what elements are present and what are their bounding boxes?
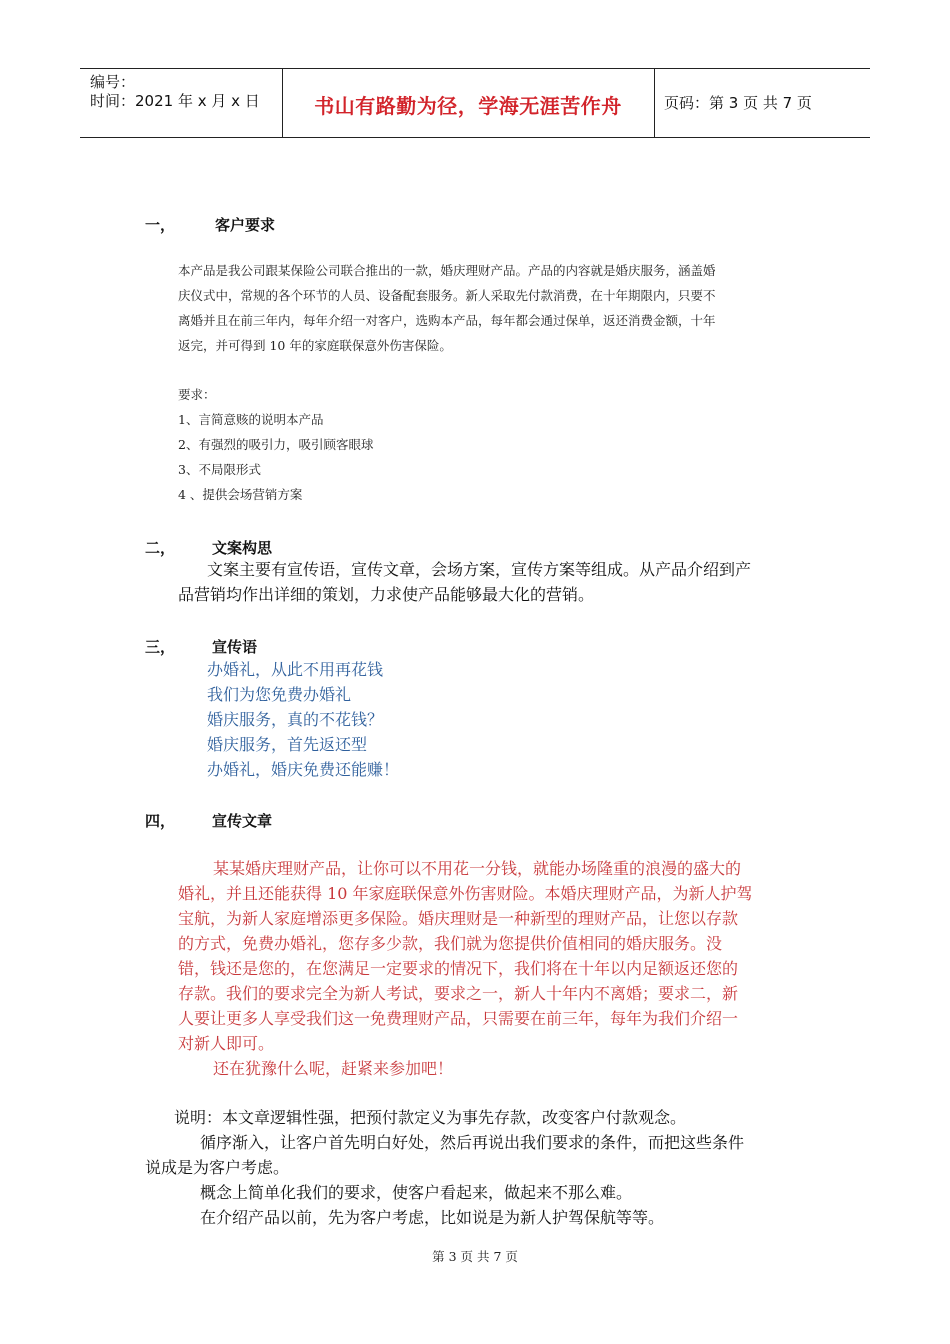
section-1-intro — [178, 258, 716, 358]
article-line: 的方式，免费办婚礼，您存多少款，我们就为您提供价值相同的婚庆服务。没 — [178, 934, 723, 953]
requirement-item: 2、有强烈的吸引力，吸引顾客眼球 — [178, 437, 374, 452]
article-line: 某某婚庆理财产品，让你可以不用花一分钱，就能办场隆重的浪漫的盛大的 — [213, 859, 742, 878]
section-3-title: 宣传语 — [212, 638, 258, 656]
document-date-label: 时间：2021 年 x 月 x 日 — [90, 92, 260, 110]
body-line: 品营销均作出详细的策划，力求使产品能够最大化的营销。 — [178, 585, 595, 604]
section-2-title: 文案构思 — [212, 539, 273, 557]
intro-line: 返完，并可得到 10 年的家庭联保意外伤害保险。 — [178, 338, 452, 353]
section-2-number: 二， — [145, 539, 176, 557]
promo-article — [178, 856, 753, 1081]
section-2-body — [178, 557, 751, 607]
explanation-notes — [145, 1105, 744, 1230]
slogan-item: 婚庆服务，真的不花钱？ — [207, 710, 384, 729]
note-line: 说成是为客户考虑。 — [145, 1158, 290, 1177]
article-closing: 还在犹豫什么呢，赶紧来参加吧！ — [213, 1059, 454, 1078]
requirement-item: 1、言简意赅的说明本产品 — [178, 412, 324, 427]
article-line: 错，钱还是您的，在您满足一定要求的情况下，我们将在十年以内足额返还您的 — [178, 959, 739, 978]
body-line: 文案主要有宣传语，宣传文章，会场方案，宣传方案等组成。从产品介绍到产 — [207, 560, 752, 579]
section-4-title: 宣传文章 — [212, 812, 273, 830]
article-line: 对新人即可。 — [178, 1034, 275, 1053]
requirements-label: 要求： — [178, 387, 216, 402]
slogan-list — [207, 657, 399, 782]
slogan-item: 婚庆服务，首先返还型 — [207, 735, 368, 754]
intro-line: 庆仪式中，常规的各个环节的人员、设备配套服务。新人采取先付款消费，在十年期限内，只要不 — [178, 288, 716, 303]
page-footer: 第 3 页 共 7 页 — [432, 1249, 518, 1264]
page-header — [80, 68, 870, 138]
slogan-item: 我们为您免费办婚礼 — [207, 685, 352, 704]
note-line: 循序渐入，让客户首先明白好处，然后再说出我们要求的条件，而把这些条件 — [200, 1133, 745, 1152]
section-1-title: 客户要求 — [215, 216, 276, 234]
slogan-item: 办婚礼，从此不用再花钱 — [207, 660, 384, 679]
header-page-number: 页码：第 3 页 共 7 页 — [664, 94, 812, 112]
header-meta — [90, 73, 260, 111]
section-1-number: 一， — [145, 216, 176, 234]
section-3-number: 三， — [145, 638, 176, 656]
header-divider — [654, 69, 655, 137]
note-line: 概念上简单化我们的要求，使客户看起来，做起来不那么难。 — [200, 1183, 633, 1202]
header-motto: 书山有路勤为径，学海无涯苦作舟 — [314, 94, 622, 118]
note-line: 在介绍产品以前，先为客户考虑，比如说是为新人护驾保航等等。 — [200, 1208, 665, 1227]
section-1-requirements — [178, 382, 373, 507]
section-4-number: 四， — [145, 812, 176, 830]
article-line: 宝航，为新人家庭增添更多保险。婚庆理财是一种新型的理财产品，让您以存款 — [178, 909, 739, 928]
requirement-item: 3、不局限形式 — [178, 462, 261, 477]
intro-line: 离婚并且在前三年内，每年介绍一对客户，选购本产品，每年都会通过保单，返还消费金额，十年 — [178, 313, 716, 328]
article-line: 存款。我们的要求完全为新人考试，要求之一，新人十年内不离婚；要求二，新 — [178, 984, 739, 1003]
article-line: 人要让更多人享受我们这一免费理财产品，只需要在前三年，每年为我们介绍一 — [178, 1009, 739, 1028]
note-line: 说明：本文章逻辑性强，把预付款定义为事先存款，改变客户付款观念。 — [174, 1108, 687, 1127]
intro-line: 本产品是我公司跟某保险公司联合推出的一款，婚庆理财产品。产品的内容就是婚庆服务，涵盖婚 — [178, 263, 716, 278]
requirement-item: 4 、提供会场营销方案 — [178, 487, 303, 502]
article-line: 婚礼，并且还能获得 10 年家庭联保意外伤害财险。本婚庆理财产品，为新人护驾 — [178, 884, 753, 903]
document-number-label: 编号： — [90, 73, 136, 91]
slogan-item: 办婚礼，婚庆免费还能赚！ — [207, 760, 400, 779]
